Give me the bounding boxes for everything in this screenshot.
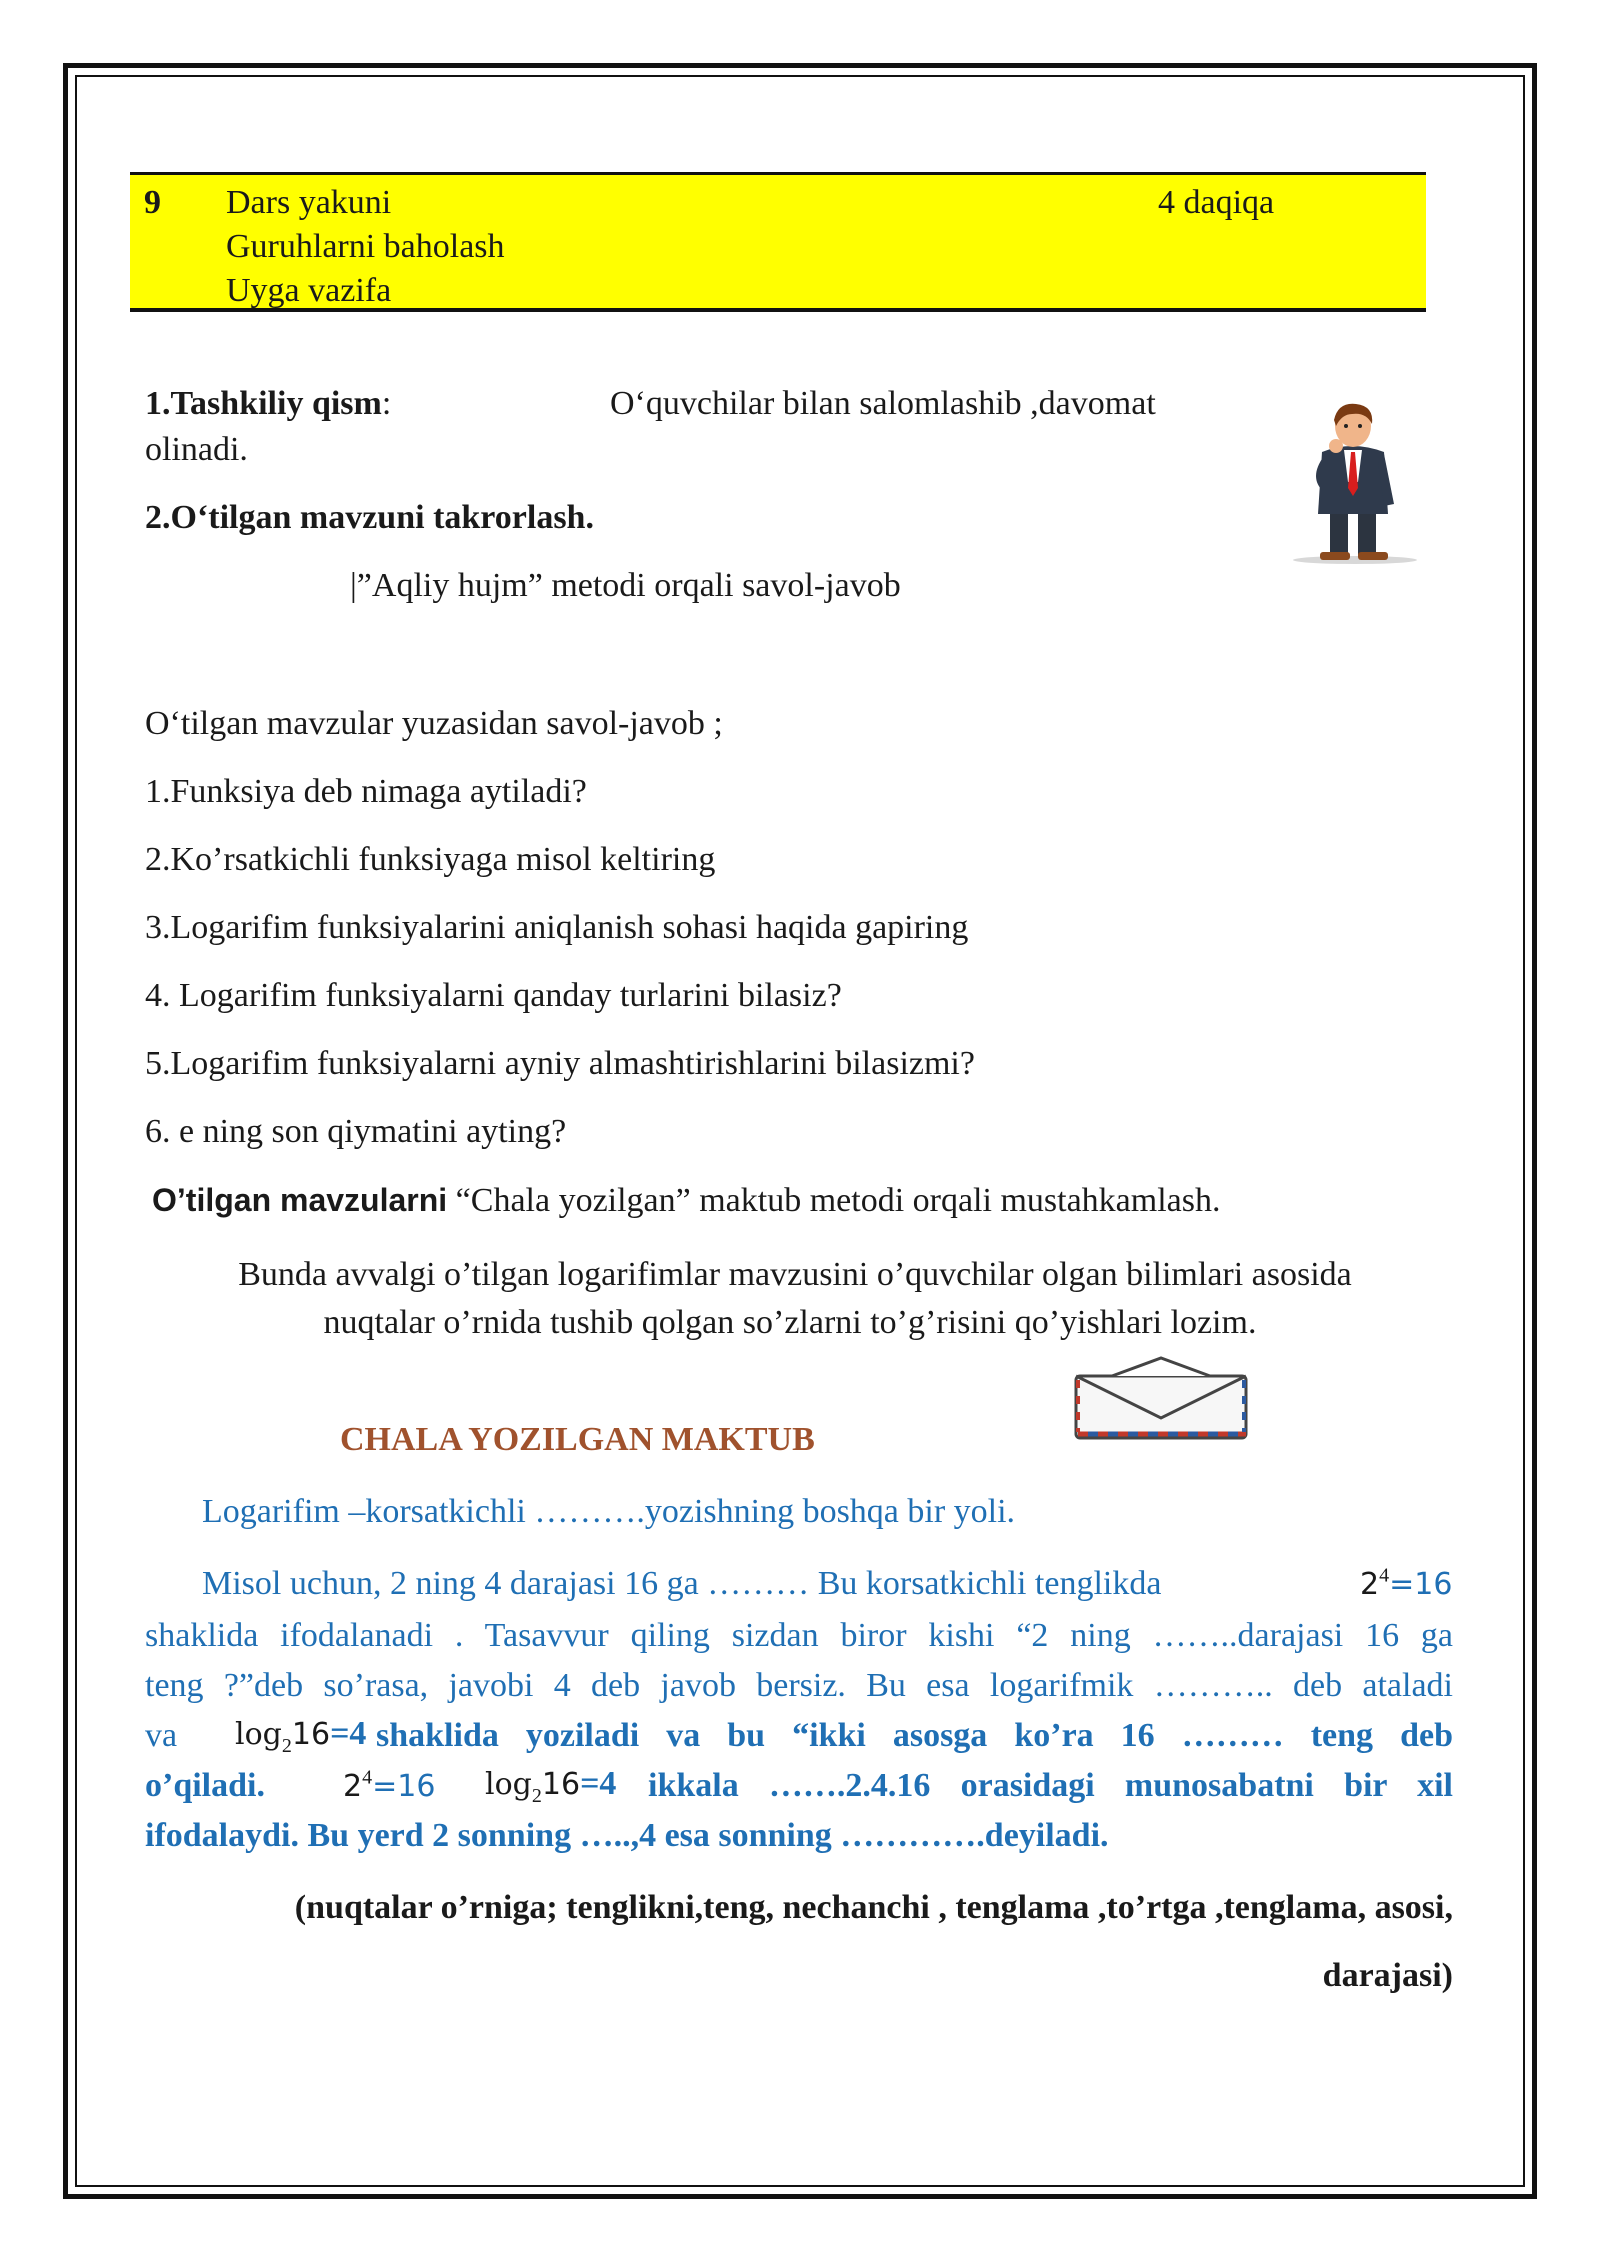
section1-text: O‘quvchilar bilan salomlashib ,davomat — [610, 385, 1156, 422]
row-number: 9 — [144, 184, 161, 221]
instruction-line2: nuqtalar o’rnida tushib qolgan so’zlarni to’g’risini qo’yishlari lozim. — [323, 1304, 1257, 1341]
letter-p2-line4: shaklida yoziladi va bu “ikki asosga ko’ra 16 ……… teng deb — [376, 1717, 1453, 1754]
consolidation-bold: O’tilgan mavzularni — [152, 1182, 448, 1218]
letter-p2-line5: ikkala …….2.4.16 orasidagi munosabatni bir xil — [648, 1767, 1453, 1804]
section1-colon: : — [381, 385, 392, 422]
section1-text2: olinadi. — [145, 431, 248, 468]
section1-line — [145, 382, 391, 426]
question-item: 4. Logarifim funksiyalarni qanday turlarini bilasiz? — [145, 977, 842, 1014]
math-power-2: $2^4=16$ — [343, 1766, 436, 1804]
questions-intro: O‘tilgan mavzular yuzasidan savol-javob ; — [145, 705, 723, 742]
letter-p2-line2: shaklida ifodalanadi . Tasavvur qiling sizdan biror kishi “2 ning ……..darajasi 16 ga — [145, 1617, 1453, 1654]
activity-line: Dars yakuni — [226, 184, 392, 221]
activity-line: Guruhlarni baholash — [226, 228, 505, 265]
answers-line1: (nuqtalar o’rniga; tenglikni,teng, nechanchi , tenglama ,to’rtga ,tenglama, asosi, — [294, 1889, 1453, 1926]
letter-p2-line4-va: va — [145, 1717, 178, 1754]
instruction-line1: Bunda avvalgi o’tilgan logarifimlar mavzusini o’quvchilar olgan bilimlari asosida — [238, 1256, 1352, 1293]
lesson-plan-row — [130, 172, 1426, 312]
question-item: 2.Ko’rsatkichli funksiyaga misol keltiring — [145, 841, 716, 878]
activity-line: Uyga vazifa — [226, 272, 392, 309]
math-log-2: $\log_216=4$ — [485, 1765, 617, 1807]
question-item: 5.Logarifim funksiyalarni ayniy almashtirishlarini bilasizmi? — [145, 1045, 975, 1082]
section1-heading: 1.Tashkiliy qism — [145, 385, 382, 422]
row-activities — [226, 181, 505, 313]
question-item: 3.Logarifim funksiyalarini aniqlanish sohasi haqida gapiring — [145, 909, 969, 946]
letter-p2-line3: teng ?”deb so’rasa, javobi 4 deb javob bersiz. Bu esa logarifmik ……….. deb ataladi — [145, 1667, 1453, 1704]
question-item: 6. e ning son qiymatini ayting? — [145, 1113, 567, 1150]
thinking-man-illustration — [1280, 400, 1430, 565]
section2-heading: 2.O‘tilgan mavzuni takrorlash. — [145, 499, 594, 536]
math-power: $2^4=16$ — [1360, 1564, 1453, 1602]
envelope-icon — [1072, 1356, 1252, 1444]
consolidation-line — [152, 1178, 1220, 1223]
letter-p1: Logarifim –korsatkichli ……….yozishning boshqa bir yoli. — [202, 1493, 1016, 1530]
question-item: 1.Funksiya deb nimaga aytiladi? — [145, 773, 587, 810]
method-line: |”Aqliy hujm” metodi orqali savol-javob — [350, 567, 901, 604]
letter-title: CHALA YOZILGAN MAKTUB — [340, 1421, 815, 1458]
letter-p2-line5-a: o’qiladi. — [145, 1767, 265, 1804]
math-log: $\log_216=4$ — [235, 1715, 367, 1757]
row-duration: 4 daqiqa — [1158, 184, 1275, 221]
letter-p2-line6: ifodalaydi. Bu yerd 2 sonning …..,4 esa sonning ………….deyiladi. — [145, 1817, 1109, 1854]
consolidation-rest: “Chala yozilgan” maktub metodi orqali mustahkamlash. — [447, 1182, 1221, 1219]
letter-p2-line1: Misol uchun, 2 ning 4 darajasi 16 ga ……… Bu korsatkichli tenglikda — [202, 1565, 1162, 1602]
answers-line2: darajasi) — [1322, 1957, 1453, 1994]
